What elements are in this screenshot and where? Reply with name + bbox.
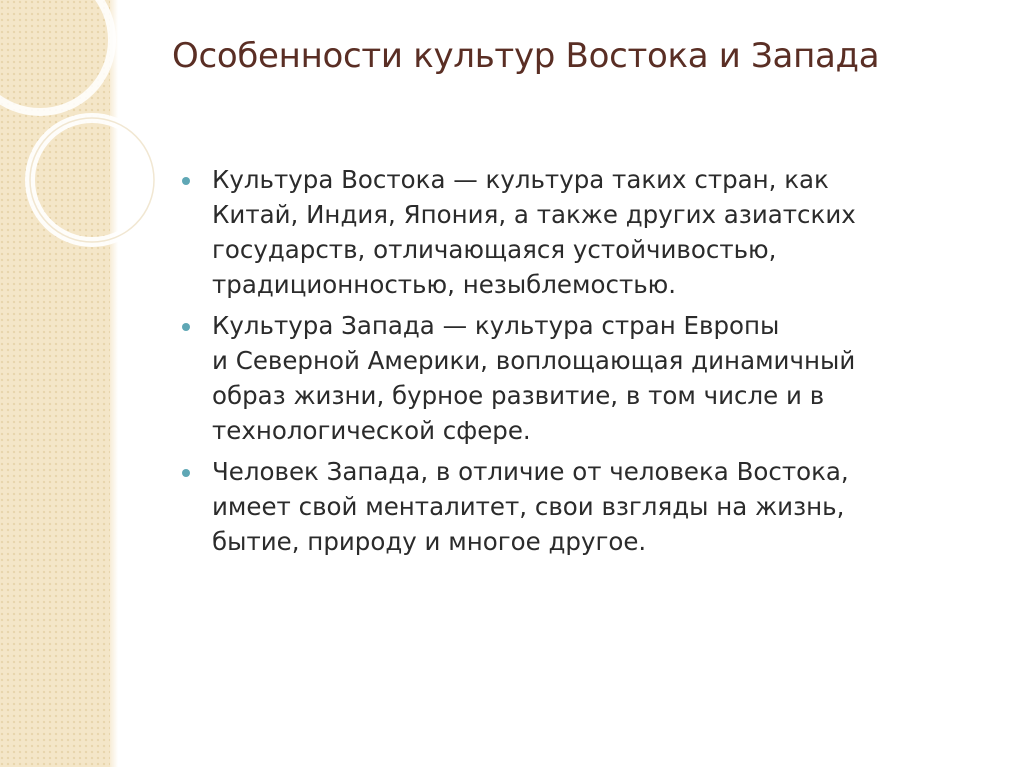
bullet-line: образ жизни, бурное развитие, в том числе и в <box>212 381 825 410</box>
bullet-line: имеет свой менталитет, свои взгляды на жизнь, <box>212 492 845 521</box>
bullet-line: Культура Запада — культура стран Европы <box>212 311 780 340</box>
slide-title: Особенности культур Востока и Запада <box>172 36 880 76</box>
bullet-item <box>180 308 990 448</box>
bullet-item <box>180 162 990 302</box>
bullet-line: государств, отличающаяся устойчивостью, <box>212 235 777 264</box>
bullet-line: традиционностью, незыблемостью. <box>212 270 677 299</box>
bullet-line: Китай, Индия, Япония, а также других азиатских <box>212 200 856 229</box>
bullet-item <box>180 454 990 559</box>
bullet-dot-icon <box>182 323 190 331</box>
bullet-line: бытие, природу и многое другое. <box>212 527 647 556</box>
bullet-dot-icon <box>182 469 190 477</box>
bullet-line: Человек Запада, в отличие от человека Востока, <box>212 457 849 486</box>
bullet-line: технологической сфере. <box>212 416 531 445</box>
bullet-list <box>180 162 990 565</box>
bullet-line: Культура Востока — культура таких стран, как <box>212 165 829 194</box>
bullet-line: и Северной Америки, воплощающая динамичный <box>212 346 856 375</box>
bullet-dot-icon <box>182 177 190 185</box>
rings-decoration-icon <box>0 0 160 260</box>
